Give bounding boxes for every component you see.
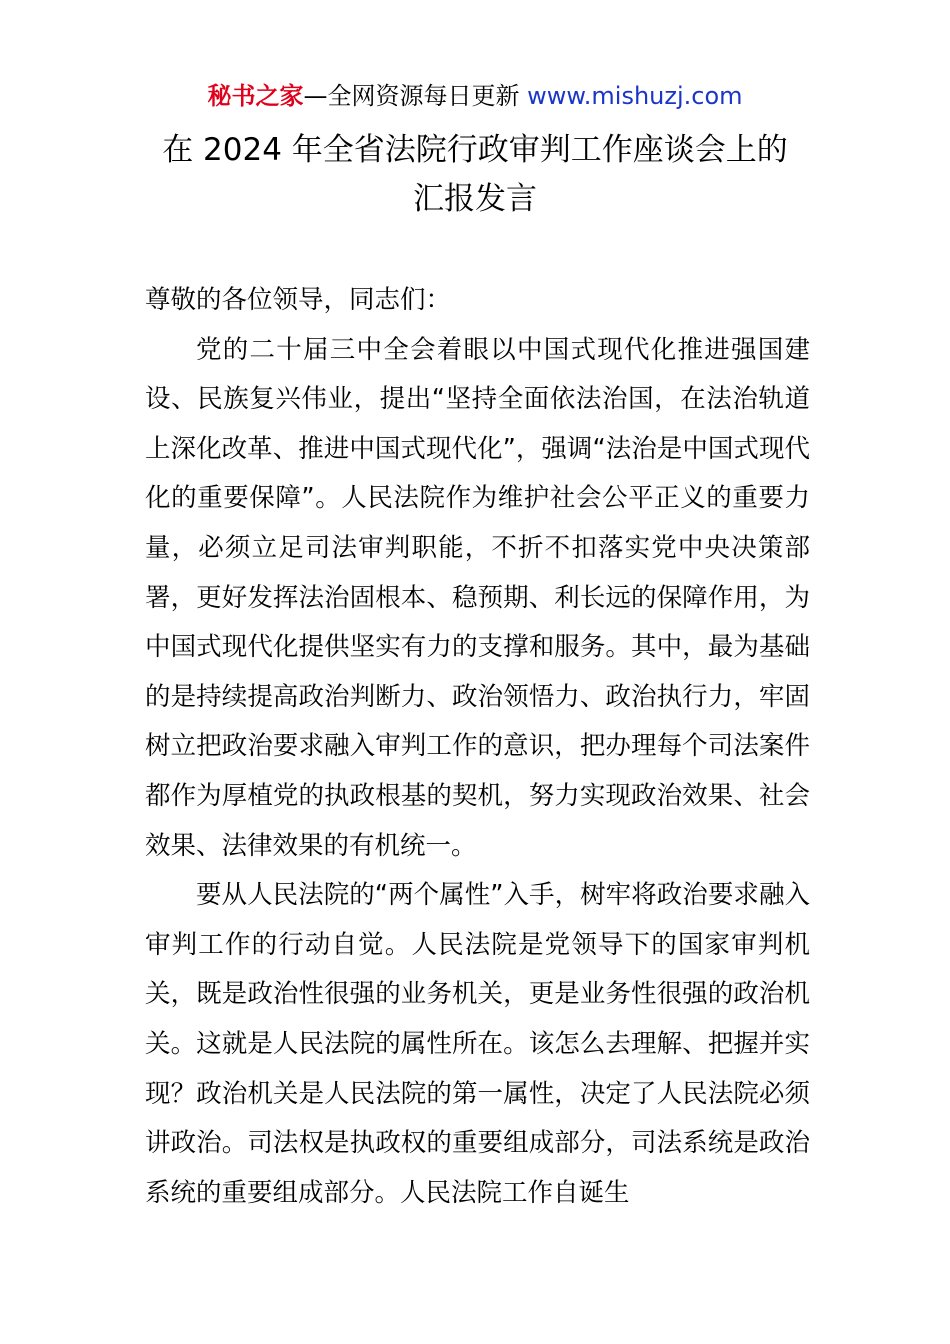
site-url-link[interactable]: www.mishuzj.com: [527, 82, 743, 110]
salutation: 尊敬的各位领导，同志们：: [145, 285, 452, 315]
brand-name: 秘书之家: [207, 82, 304, 110]
document-body: [145, 276, 810, 1218]
paragraph-1: 党的二十届三中全会着眼以中国式现代化推进强国建设、民族复兴伟业，提出“坚持全面依法治国，在法治轨道上深化改革、推进中国式现代化”，强调“法治是中国式现代化的重要保障”。人民法院作为维护社会公平正义的重要力量，必须立足司法审判职能，不折不扣落实党中央决策部署，更好发挥法治固根本、稳预期、利长远的保障作用，为中国式现代化提供坚实有力的支撑和服务。其中，最为基础的是持续提高政治判断力、政治领悟力、政治执行力，牢固树立把政治要求融入审判工作的意识，把办理每个司法案件都作为厚植党的执政根基的契机，努力实现政治效果、社会效果、法律效果的有机统一。: [145, 334, 810, 861]
header-tagline: —全网资源每日更新: [303, 82, 528, 110]
document-title: [0, 126, 950, 224]
document-title-line-1: 在 2024 年全省法院行政审判工作座谈会上的: [162, 132, 788, 168]
paragraph-2: 要从人民法院的“两个属性”入手，树牢将政治要求融入审判工作的行动自觉。人民法院是党领导下的国家审判机关，既是政治性很强的业务机关，更是业务性很强的政治机关。这就是人民法院的属性所在。该怎么去理解、把握并实现？政治机关是人民法院的第一属性，决定了人民法院必须讲政治。司法权是执政权的重要组成部分，司法系统是政治系统的重要组成部分。人民法院工作自诞生: [145, 880, 810, 1208]
document-title-line-2: 汇报发言: [413, 181, 537, 217]
site-header: [0, 80, 950, 112]
